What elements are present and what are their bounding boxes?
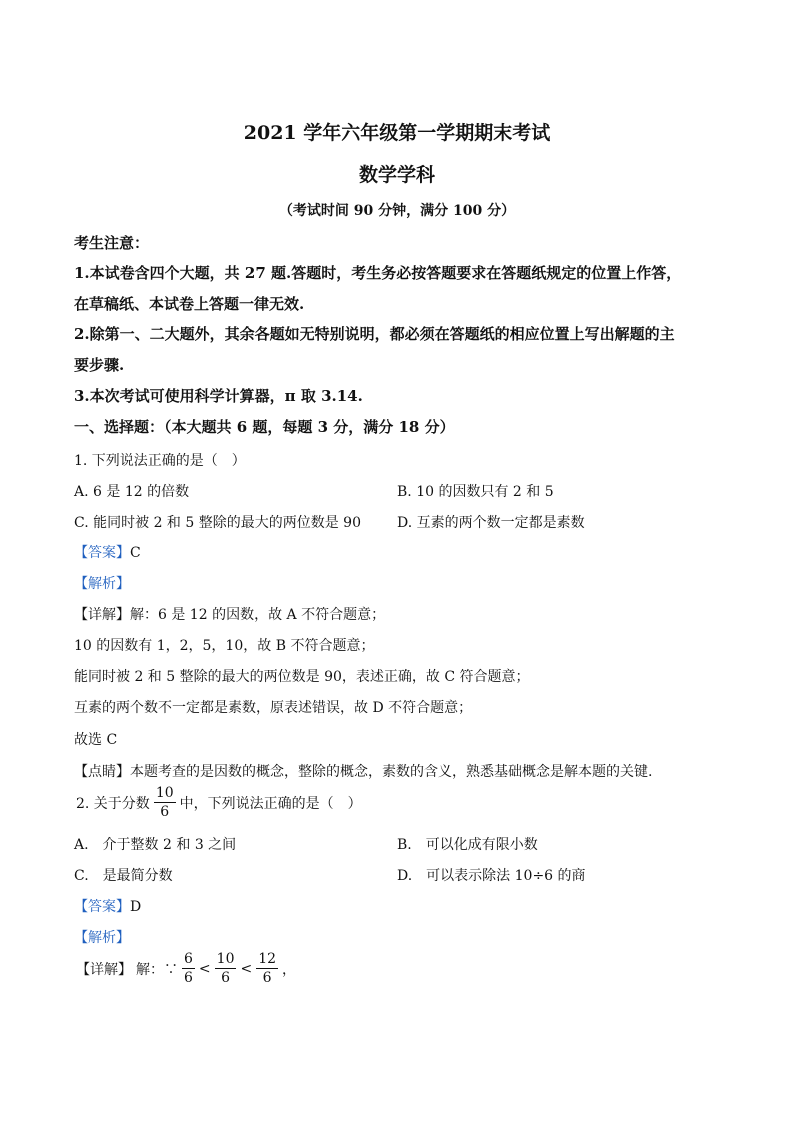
note-2-line-1: 2.除第一、二大题外，其余各题如无特别说明，都必须在答题纸的相应位置上写出解题的主 [74,325,675,343]
q1-detail-5: 故选 C [74,732,118,748]
q1-option-a: A. 6 是 12 的倍数 [74,484,190,500]
exam-title: 2021 学年六年级第一学期期末考试 [243,122,551,144]
q2-option-c: C. 是最简分数 [74,868,173,884]
q2-fraction-numerator: 10 [155,785,174,801]
q2-option-a: A. 介于整数 2 和 3 之间 [74,837,237,853]
q2-option-d: D. 可以表示除法 10÷6 的商 [397,868,586,884]
q1-detail-1 [74,604,385,624]
q1-comment-tag: 【点睛】 [74,764,130,780]
q2-answer [74,896,141,916]
q2-fraction-3 [256,952,278,985]
q2-fraction-1-denominator: 6 [184,970,193,986]
q1-option-b: B. 10 的因数只有 2 和 5 [397,484,554,500]
q2-fraction-denominator: 6 [160,804,170,820]
q2-detail [74,952,298,985]
q2-detail-pre: 解：∵ [136,961,178,978]
q2-detail-tag: 【详解】 [76,961,132,978]
subject-title: 数学学科 [358,164,435,186]
note-1-line-1: 1.本试卷含四个大题，共 27 题.答题时，考生务必按答题要求在答题纸规定的位置上作答， [74,264,682,282]
q2-analysis-tag: 【解析】 [74,930,130,946]
q1-detail-1-text: 解：6 是 12 的因数，故 A 不符合题意； [130,607,386,623]
q2-stem-pre: 2. 关于分数 [76,795,150,812]
q1-detail-4: 互素的两个数不一定都是素数，原表述错误，故 D 不符合题意； [74,700,473,716]
q2-answer-tag: 【答案】 [74,899,130,915]
note-2-line-2: 要步骤. [74,356,125,374]
q2-answer-value: D [130,899,142,915]
q1-stem: 1. 下列说法正确的是（ ） [74,453,246,469]
q2-less-than-2: < [240,960,253,977]
q2-fraction-2-numerator: 10 [216,951,235,967]
q1-comment [74,761,652,781]
q1-answer [74,542,141,562]
q1-answer-tag: 【答案】 [74,545,130,561]
q1-analysis-tag: 【解析】 [74,576,130,592]
q1-detail-tag: 【详解】 [74,607,130,623]
q1-comment-text: 本题考查的是因数的概念，整除的概念，素数的含义，熟悉基础概念是解本题的关键. [130,764,653,780]
q2-fraction-1-numerator: 6 [184,951,193,967]
note-3: 3.本次考试可使用科学计算器，π 取 3.14. [74,387,363,405]
q2-fraction-3-denominator: 6 [262,970,272,986]
notes-heading: 考生注意： [74,234,150,252]
q2-option-b: B. 可以化成有限小数 [397,837,538,853]
q2-stem-post: 中，下列说法正确的是（ ） [179,795,362,812]
q2-stem [74,786,364,819]
q1-answer-value: C [130,545,141,561]
q1-option-c: C. 能同时被 2 和 5 整除的最大的两位数是 90 [74,515,361,531]
note-1-line-2: 在草稿纸、本试卷上答题一律无效. [74,295,305,313]
exam-info: （考试时间 90 分钟，满分 100 分） [278,203,516,219]
q2-fraction [154,786,176,819]
q1-detail-3: 能同时被 2 和 5 整除的最大的两位数是 90，表述正确，故 C 符合题意； [74,669,530,685]
q2-detail-tail: ， [282,961,297,978]
q1-detail-2: 10 的因数有 1，2，5，10，故 B 不符合题意； [74,638,375,654]
q2-less-than-1: < [198,960,211,977]
q1-option-d: D. 互素的两个数一定都是素数 [397,515,585,531]
q2-fraction-1 [182,952,195,985]
section-1-heading: 一、选择题：（本大题共 6 题，每题 3 分，满分 18 分） [74,418,455,436]
q2-fraction-2 [215,952,237,985]
q2-fraction-2-denominator: 6 [221,970,231,986]
q2-fraction-3-numerator: 12 [258,951,277,967]
